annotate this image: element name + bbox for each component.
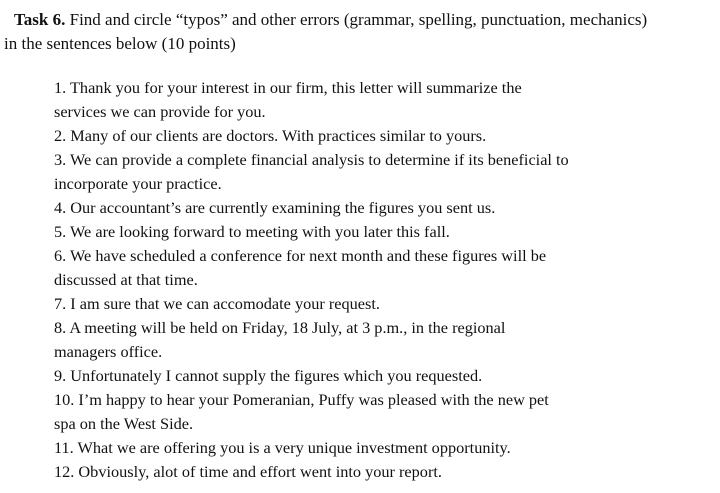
sentence-text: 2. Many of our clients are doctors. With practices similar to yours. [54,126,487,145]
sentence-item-6 [54,244,614,292]
sentence-text: 3. We can provide a complete financial analysis to determine if its beneficial to [54,150,569,169]
sentence-text: 9. Unfortunately I cannot supply the figures which you requested. [54,366,483,385]
sentence-text: 12. Obviously, alot of time and effort went into your report. [54,462,442,481]
task-instructions [4,8,704,56]
sentence-item-8 [54,316,614,364]
sentence-text: 4. Our accountant’s are currently examining the figures you sent us. [54,198,496,217]
sentence-list [54,76,614,484]
sentence-text: 8. A meeting will be held on Friday, 18 July, at 3 p.m., in the regional [54,318,506,337]
sentence-item-3 [54,148,614,196]
sentence-continuation: incorporate your practice. [54,174,222,193]
sentence-text: 6. We have scheduled a conference for next month and these figures will be [54,246,547,265]
sentence-continuation: services we can provide for you. [54,102,266,121]
sentence-item-4 [54,196,614,220]
sentence-item-11 [54,436,614,460]
task-heading-line [4,8,704,32]
sentence-item-9 [54,364,614,388]
sentence-item-2 [54,124,614,148]
sentence-text: 10. I’m happy to hear your Pomeranian, Puffy was pleased with the new pet [54,390,549,409]
task-label: Task 6. [14,10,66,29]
sentence-item-12 [54,460,614,484]
sentence-text: 11. What we are offering you is a very unique investment opportunity. [54,438,511,457]
sentence-item-10 [54,388,614,436]
sentence-continuation: managers office. [54,342,163,361]
sentence-text: 5. We are looking forward to meeting with you later this fall. [54,222,450,241]
sentence-item-5 [54,220,614,244]
sentence-continuation: discussed at that time. [54,270,198,289]
task-instruction-text: Find and circle “typos” and other errors (grammar, spelling, punctuation, mechanics) [65,10,648,29]
sentence-item-1 [54,76,614,124]
task-instruction-continuation: in the sentences below (10 points) [4,34,236,53]
sentence-item-7 [54,292,614,316]
sentence-text: 1. Thank you for your interest in our firm, this letter will summarize the [54,78,522,97]
sentence-text: 7. I am sure that we can accomodate your request. [54,294,380,313]
sentence-continuation: spa on the West Side. [54,414,194,433]
